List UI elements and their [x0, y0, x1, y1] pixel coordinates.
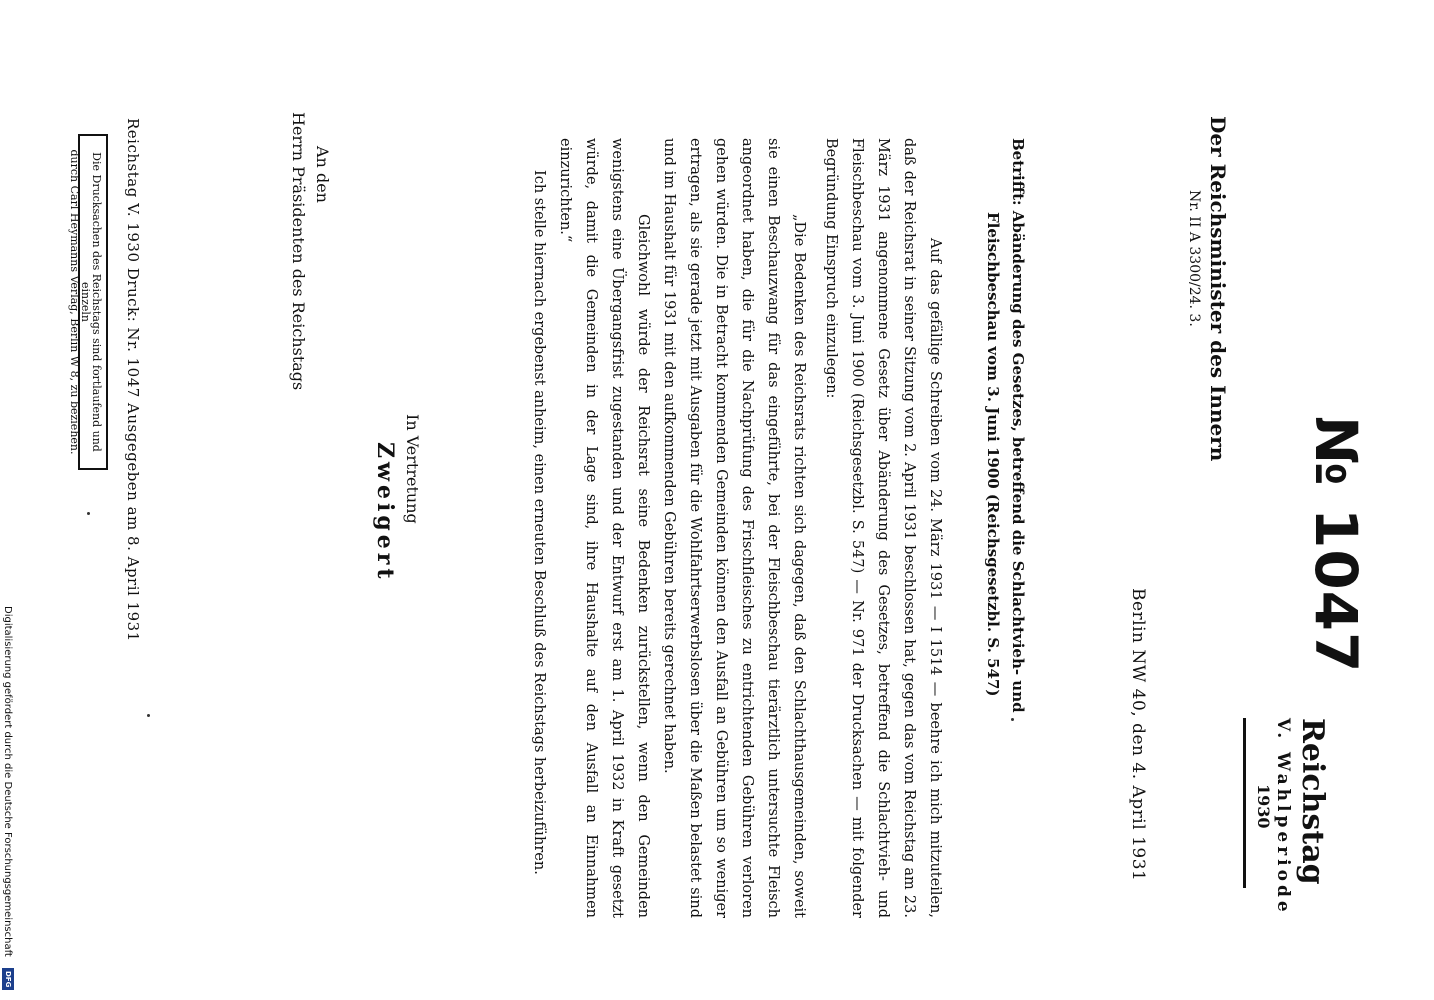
- addressee-line2: Herrn Präsidenten des Reichstags: [289, 112, 308, 391]
- notice-line2: durch Carl Heymanns Verlag, Berlin W 8, zu beziehen.: [68, 149, 81, 455]
- sidebar-credit: [0, 606, 16, 986]
- letter-body: [526, 138, 948, 918]
- credit-text: Digitalisierung gefördert durch die Deutsche Forschungsgemeinschaft: [2, 606, 13, 957]
- wahlperiode: V. Wahlperiode: [1273, 718, 1293, 916]
- notice-line1: Die Drucksachen des Reichstags sind fortlaufend und einzeln: [79, 152, 103, 452]
- in-vertretung: In Vertretung: [403, 414, 422, 524]
- dfg-logo: DFG: [2, 968, 14, 990]
- reichstag-heading: [1254, 718, 1330, 916]
- subject: [980, 138, 1030, 918]
- paragraph-1: Auf das gefällige Schreiben vom 24. März 1931 — I 1514 — beehre ich mich mitzuteilen, daß der Reichsrat in seiner Sitzung vom 2. April 1931 beschlossen hat, gegen das vom Reichstag am 23. März 1931 angenommene Gesetz über Abänderung des Gesetzes, betreffend die Schlachtvieh- und Fleischbeschau vom 3. Juni 1900 (Reichsgesetzbl. S. 547) — Nr. 971 der Drucksachen — mit folgender Begründung Einspruch einzulegen:: [823, 138, 943, 918]
- paragraph-4: Ich stelle hiernach ergebenst anheim, einen erneuten Beschluß des Reichstags herbeizuführen.: [531, 170, 547, 875]
- paragraph-3: Gleichwohl würde der Reichsrat seine Bedenken zurückstellen, wenn den Gemeinden wenigstens eine Übergangsfrist zugestanden und der Entwurf erst am 1. April 1932 in Kraft gesetzt würde, damit die Gemeinden in der Lage sind, ihre Haushalte auf den Ausfall an Einnahmen einzurichten.“: [557, 138, 651, 918]
- footer-notice-box: [68, 134, 108, 470]
- year: 1930: [1254, 784, 1273, 829]
- footer-imprint: Reichstag V. 1930 Druck: Nr. 1047 Ausgegeben am 8. April 1931: [124, 118, 142, 642]
- paragraph-2: „Die Bedenken des Reichsrats richten sich dagegen, daß den Schlachthausgemeinden, soweit sie einen Beschauzwang für das eingeführte, bei der Fleischbeschau tierärztlich untersuchte Fleisch angeordnet haben, die für die Nachprüfung des Frischfleisches zu entrichtenden Gebühren verloren gehen würden. Die in Betracht kommenden Gemeinden können den Ausfall an Gebühren um so weniger ertragen, als sie gerade jetzt mit Ausgaben für die Wohlfahrtserwerbslosen über die Maßen belastet sind und im Haushalt für 1931 mit den aufkommenden Gebühren bereits gerechnet haben.: [661, 138, 807, 918]
- scan-speck: [147, 714, 150, 717]
- subject-label: Betrifft:: [1009, 138, 1027, 206]
- addressee-line1: An den: [313, 146, 332, 203]
- heading-rule: [1243, 718, 1246, 888]
- ministry-title: Der Reichsminister des Innern: [1206, 116, 1230, 462]
- place-date: Berlin NW 40, den 4. April 1931: [1128, 588, 1148, 882]
- document-number: № 1047: [1302, 416, 1370, 674]
- scan-speck: [1011, 718, 1014, 721]
- scan-speck: [87, 512, 90, 515]
- subject-line2: Fleischbeschau vom 3. Juni 1900 (Reichsgesetzbl. S. 547): [984, 212, 1002, 697]
- reference-number: Nr. II A 3300/24. 3.: [1186, 190, 1202, 327]
- subject-line1: Abänderung des Gesetzes, betreffend die Schlachtvieh- und: [1009, 210, 1027, 713]
- reichstag-title: Reichstag: [1295, 718, 1330, 885]
- signature-name: Zweigert: [372, 442, 398, 583]
